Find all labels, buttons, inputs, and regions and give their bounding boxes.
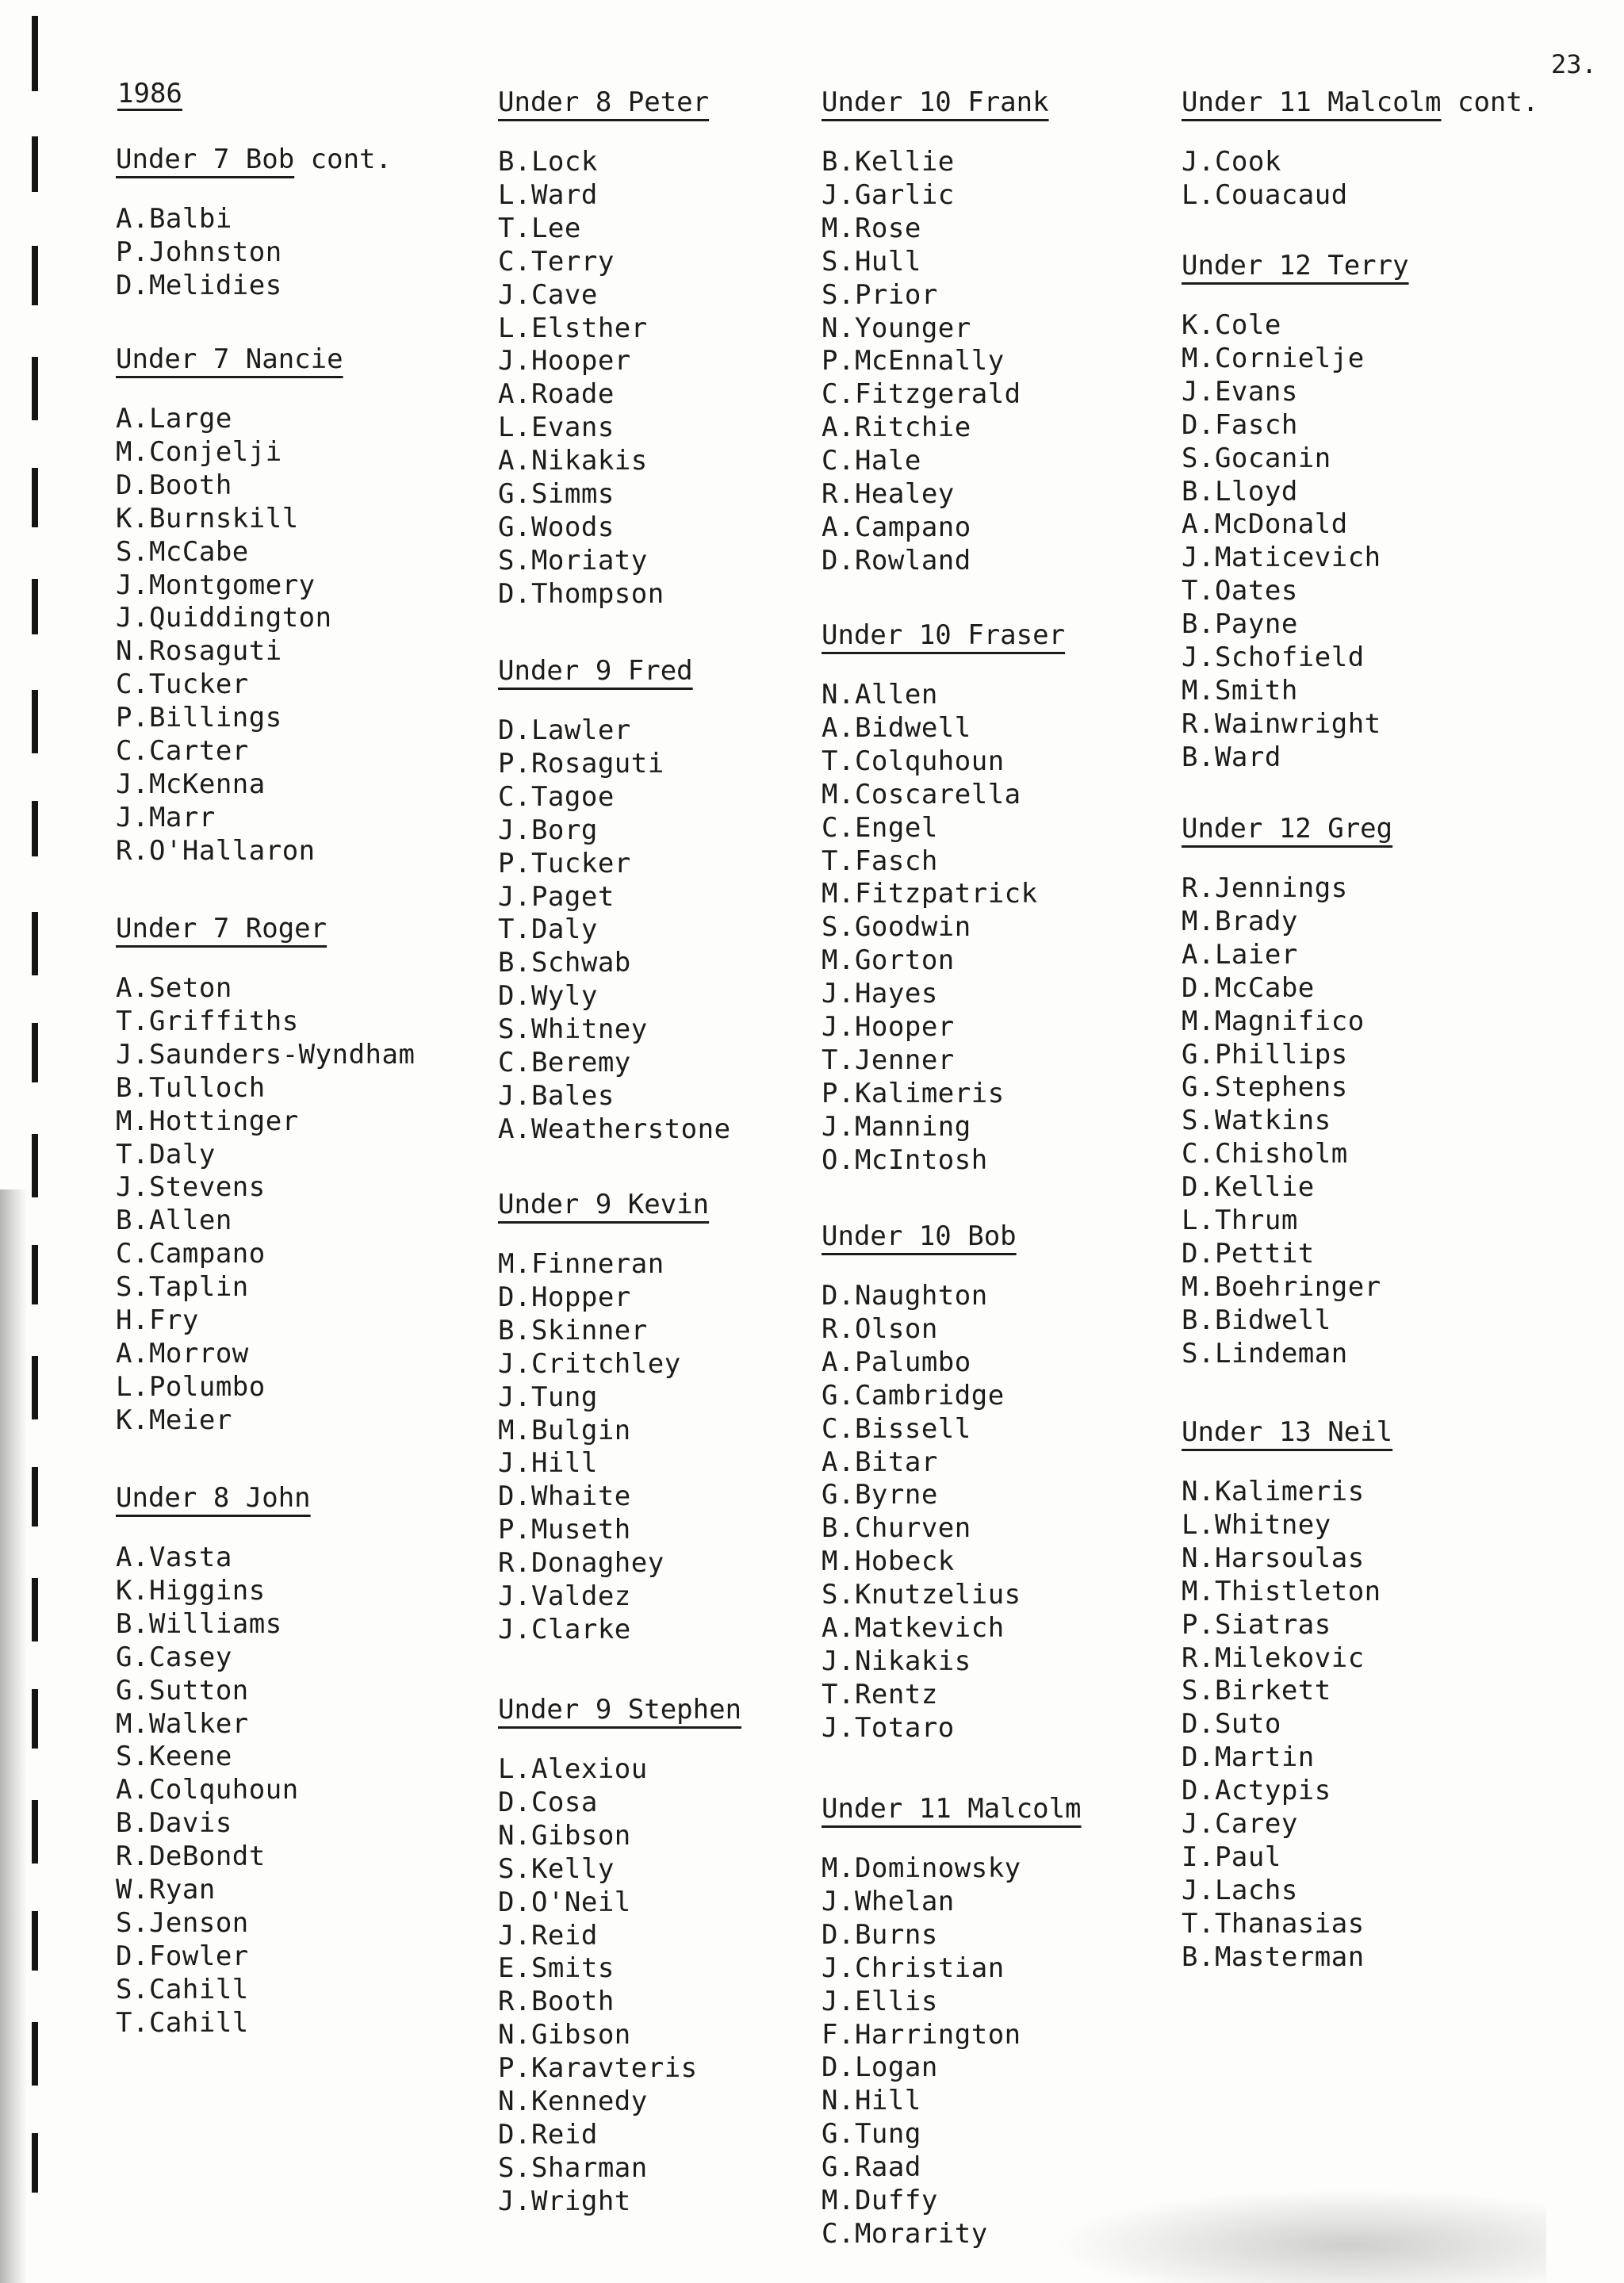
player-name: C.Chisholm — [1182, 1138, 1348, 1170]
player-name: M.Gorton — [822, 944, 955, 977]
player-name: A.Weatherstone — [498, 1113, 731, 1145]
player-name: J.Bales — [498, 1079, 615, 1112]
team-section — [822, 86, 1049, 578]
player-name: D.Suto — [1182, 1708, 1281, 1741]
player-name: D.Kellie — [1182, 1171, 1315, 1204]
player-name: E.Smits — [498, 1952, 615, 1985]
player-name: J.Wright — [498, 2185, 631, 2217]
player-name: G.Casey — [116, 1641, 232, 1673]
player-name: J.Whelan — [822, 1885, 955, 1917]
player-name: N.Kennedy — [498, 2086, 648, 2118]
player-list — [498, 714, 731, 1147]
player-name: L.Elsther — [498, 312, 648, 344]
player-name: J.Schofield — [1182, 642, 1365, 674]
player-name: D.Naughton — [822, 1280, 988, 1312]
player-name: J.Christian — [822, 1952, 1005, 1984]
player-name: M.Smith — [1182, 674, 1298, 707]
player-name: A.Morrow — [116, 1337, 249, 1369]
team-section — [116, 912, 415, 1438]
player-list — [498, 146, 709, 611]
player-name: C.Beremy — [498, 1047, 631, 1079]
player-name: A.Colquhoun — [116, 1774, 299, 1806]
player-list — [822, 1852, 1082, 2251]
player-name: A.Nikakis — [498, 445, 648, 477]
team-section — [1182, 1415, 1392, 1975]
player-name: D.Fowler — [116, 1940, 249, 1972]
player-name: M.Duffy — [822, 2185, 938, 2217]
team-section — [116, 343, 343, 868]
player-name: R.Donaghey — [498, 1547, 665, 1580]
player-name: C.Tucker — [116, 668, 249, 701]
player-name: B.Williams — [116, 1607, 282, 1640]
team-title: Under 8 Peter — [498, 86, 710, 118]
player-list — [1182, 146, 1538, 213]
player-name: G.Tung — [822, 2118, 921, 2151]
player-name: G.Sutton — [116, 1674, 249, 1707]
team-title: Under 7 Bob — [116, 144, 295, 175]
player-name: B.Allen — [116, 1205, 232, 1237]
player-name: M.Fitzpatrick — [822, 878, 1038, 910]
player-name: G.Phillips — [1182, 1038, 1348, 1071]
player-name: D.Reid — [498, 2118, 598, 2151]
player-name: B.Lock — [498, 146, 598, 178]
player-name: S.Moriaty — [498, 544, 648, 576]
player-list — [1182, 1476, 1392, 1975]
player-list — [1182, 872, 1392, 1371]
player-name: P.Karavteris — [498, 2052, 698, 2085]
player-name: P.Johnston — [116, 236, 282, 268]
player-name: G.Cambridge — [822, 1379, 1005, 1412]
player-name: J.Borg — [498, 814, 598, 846]
player-name: G.Raad — [822, 2151, 921, 2184]
player-name: W.Ryan — [116, 1874, 216, 1906]
player-name: M.Cornielje — [1182, 342, 1365, 374]
player-name: M.Boehringer — [1182, 1270, 1381, 1303]
player-name: O.McIntosh — [822, 1143, 988, 1176]
player-name: J.Quiddington — [116, 602, 332, 634]
player-name: A.Palumbo — [822, 1346, 971, 1378]
player-name: P.Tucker — [498, 847, 631, 879]
team-heading — [1182, 812, 1392, 845]
player-name: B.Skinner — [498, 1314, 648, 1346]
team-section — [1182, 86, 1538, 213]
player-name: R.Jennings — [1182, 872, 1348, 904]
team-title: Under 11 Malcolm — [1182, 86, 1442, 118]
player-name: B.Masterman — [1182, 1940, 1365, 1973]
player-name: J.Montgomery — [116, 569, 316, 601]
player-name: M.Finneran — [498, 1248, 665, 1280]
player-name: M.Dominowsky — [822, 1852, 1021, 1884]
player-name: J.Ellis — [822, 1985, 938, 2017]
player-name: T.Lee — [498, 212, 581, 244]
player-name: G.Simms — [498, 478, 615, 511]
player-name: A.Roade — [498, 378, 615, 411]
player-name: D.Martin — [1182, 1741, 1315, 1774]
player-list — [116, 1542, 311, 2040]
player-name: D.Wyly — [498, 980, 598, 1013]
player-name: B.Bidwell — [1182, 1304, 1331, 1336]
player-name: D.Cosa — [498, 1786, 598, 1818]
player-name: B.Lloyd — [1182, 475, 1298, 508]
player-name: A.Campano — [822, 511, 971, 543]
player-name: J.Clarke — [498, 1613, 631, 1645]
player-name: D.Burns — [822, 1918, 938, 1951]
player-name: C.Fitzgerald — [822, 378, 1021, 411]
player-name: M.Magnifico — [1182, 1005, 1365, 1037]
player-name: S.McCabe — [116, 535, 249, 568]
player-name: T.Jenner — [822, 1044, 955, 1076]
player-name: D.McCabe — [1182, 971, 1315, 1004]
player-name: P.Kalimeris — [822, 1077, 1005, 1109]
team-heading — [1182, 1415, 1392, 1449]
player-name: P.Billings — [116, 702, 282, 734]
team-section — [116, 1481, 311, 2040]
player-name: N.Gibson — [498, 2019, 631, 2051]
player-name: T.Cahill — [116, 2006, 249, 2039]
player-name: D.Lawler — [498, 714, 631, 746]
player-name: R.Olson — [822, 1312, 938, 1345]
player-name: J.Maticevich — [1182, 542, 1381, 574]
player-name: A.Large — [116, 403, 232, 435]
player-name: N.Younger — [822, 312, 971, 344]
player-name: J.McKenna — [116, 768, 266, 800]
player-name: F.Harrington — [822, 2018, 1021, 2051]
team-heading — [1182, 249, 1409, 282]
player-name: R.Wainwright — [1182, 707, 1381, 740]
player-name: K.Higgins — [116, 1574, 266, 1607]
player-name: S.Knutzelius — [822, 1579, 1021, 1611]
team-title: Under 8 John — [116, 1482, 311, 1514]
team-section — [822, 1220, 1021, 1745]
player-name: D.Actypis — [1182, 1775, 1331, 1807]
player-name: B.Ward — [1182, 741, 1281, 773]
player-name: S.Birkett — [1182, 1675, 1331, 1707]
player-name: N.Harsoulas — [1182, 1542, 1365, 1574]
player-name: M.Brady — [1182, 905, 1298, 937]
player-name: P.Siatras — [1182, 1608, 1331, 1641]
player-name: D.Melidies — [116, 269, 282, 301]
player-name: C.Morarity — [822, 2217, 988, 2250]
player-list — [822, 146, 1049, 578]
binding-marks — [0, 0, 71, 2283]
player-name: T.Griffiths — [116, 1005, 299, 1037]
player-name: B.Payne — [1182, 608, 1298, 641]
player-name: J.Tung — [498, 1381, 598, 1413]
player-name: J.Paget — [498, 880, 615, 913]
player-name: S.Jenson — [116, 1906, 249, 1939]
player-name: L.Ward — [498, 178, 598, 211]
player-name: R.Healey — [822, 478, 955, 511]
player-name: C.Tagoe — [498, 780, 615, 813]
player-name: K.Burnskill — [116, 502, 299, 534]
player-name: D.Hopper — [498, 1281, 631, 1313]
team-section — [498, 654, 731, 1147]
player-name: J.Evans — [1182, 375, 1298, 408]
player-name: D.Pettit — [1182, 1237, 1315, 1270]
team-title-suffix: cont. — [294, 144, 392, 175]
player-name: C.Engel — [822, 811, 938, 844]
player-name: N.Gibson — [498, 1819, 631, 1852]
player-name: N.Kalimeris — [1182, 1476, 1365, 1507]
team-heading — [1182, 86, 1538, 119]
team-section — [498, 1188, 709, 1647]
player-name: R.Booth — [498, 1986, 615, 2018]
team-title: Under 10 Fraser — [822, 619, 1066, 651]
player-name: B.Churven — [822, 1512, 971, 1545]
player-name: C.Terry — [498, 245, 615, 278]
player-name: N.Hill — [822, 2085, 921, 2117]
player-name: D.Logan — [822, 2051, 938, 2084]
player-name: L.Whitney — [1182, 1508, 1331, 1541]
player-name: K.Cole — [1182, 309, 1281, 341]
player-name: M.Rose — [822, 212, 921, 244]
player-name: M.Hottinger — [116, 1105, 299, 1137]
player-name: P.Museth — [498, 1514, 631, 1546]
team-title: Under 7 Nancie — [116, 343, 343, 375]
player-name: M.Thistleton — [1182, 1575, 1381, 1607]
player-name: B.Kellie — [822, 146, 955, 178]
player-name: A.Ritchie — [822, 412, 971, 444]
player-name: T.Daly — [116, 1138, 216, 1170]
player-name: S.Prior — [822, 278, 938, 311]
player-name: P.Rosaguti — [498, 747, 665, 780]
team-heading — [822, 1792, 1082, 1825]
team-section — [1182, 249, 1409, 775]
team-section — [1182, 812, 1392, 1371]
player-name: L.Polumbo — [116, 1370, 266, 1403]
team-heading — [116, 143, 392, 176]
player-name: D.Rowland — [822, 544, 971, 576]
player-name: A.Laier — [1182, 938, 1298, 971]
player-name: A.Seton — [116, 972, 232, 1004]
player-name: G.Woods — [498, 511, 615, 543]
team-title: Under 9 Kevin — [498, 1189, 710, 1220]
player-name: J.Manning — [822, 1110, 971, 1143]
player-name: S.Keene — [116, 1741, 232, 1773]
team-heading — [498, 1693, 741, 1726]
player-name: J.Hooper — [822, 1011, 955, 1044]
player-name: B.Schwab — [498, 947, 631, 979]
player-name: L.Evans — [498, 412, 615, 444]
team-title: Under 12 Greg — [1182, 813, 1393, 845]
team-heading — [822, 86, 1049, 119]
player-name: S.Sharman — [498, 2151, 648, 2184]
player-name: G.Stephens — [1182, 1071, 1348, 1104]
player-name: M.Conjelji — [116, 435, 282, 468]
team-title: Under 11 Malcolm — [822, 1793, 1082, 1825]
player-name: J.Totaro — [822, 1711, 955, 1744]
team-section — [498, 86, 709, 611]
player-name: J.Nikakis — [822, 1645, 971, 1677]
player-name: J.Marr — [116, 801, 216, 833]
player-name: D.Whaite — [498, 1481, 631, 1513]
player-name: S.Goodwin — [822, 911, 971, 944]
player-name: C.Hale — [822, 445, 921, 477]
player-name: L.Couacaud — [1182, 178, 1348, 211]
player-name: C.Carter — [116, 735, 249, 768]
player-list — [1182, 309, 1409, 775]
player-name: J.Hooper — [498, 345, 631, 377]
player-name: J.Hayes — [822, 978, 938, 1010]
team-title: Under 9 Stephen — [498, 1694, 742, 1726]
team-heading — [822, 619, 1065, 652]
player-name: A.Bitar — [822, 1446, 938, 1478]
team-heading — [116, 1481, 311, 1515]
page-number: 23. — [1551, 49, 1597, 79]
player-name: S.Hull — [822, 245, 921, 278]
player-name: A.Bidwell — [822, 711, 971, 744]
team-title-suffix: cont. — [1441, 86, 1539, 118]
player-name: P.McEnnally — [822, 345, 1005, 377]
player-name: S.Gocanin — [1182, 442, 1331, 474]
player-name: A.Balbi — [116, 203, 232, 235]
team-section — [116, 143, 392, 303]
team-section — [822, 619, 1065, 1178]
player-name: R.DeBondt — [116, 1841, 266, 1873]
team-heading — [116, 343, 343, 376]
player-name: J.Carey — [1182, 1808, 1298, 1841]
player-name: N.Allen — [822, 679, 938, 711]
player-name: L.Alexiou — [498, 1753, 648, 1785]
player-name: I.Paul — [1182, 1841, 1281, 1873]
player-name: A.McDonald — [1182, 508, 1348, 541]
player-list — [498, 1248, 709, 1647]
player-name: R.Milekovic — [1182, 1641, 1365, 1674]
player-name: C.Bissell — [822, 1412, 971, 1445]
player-name: J.Critchley — [498, 1347, 681, 1380]
player-name: T.Colquhoun — [822, 745, 1005, 777]
player-name: S.Cahill — [116, 1973, 249, 2005]
player-name: S.Taplin — [116, 1271, 249, 1304]
team-heading — [498, 1188, 709, 1221]
player-name: M.Walker — [116, 1707, 249, 1740]
player-name: J.Cave — [498, 278, 598, 311]
team-title: Under 7 Roger — [116, 913, 327, 944]
team-title: Under 13 Neil — [1182, 1416, 1393, 1448]
player-list — [822, 679, 1065, 1178]
player-name: S.Lindeman — [1182, 1337, 1348, 1369]
player-name: M.Bulgin — [498, 1414, 631, 1446]
player-list — [116, 403, 343, 868]
player-name: J.Stevens — [116, 1171, 266, 1204]
team-heading — [498, 654, 731, 688]
player-name: D.Thompson — [498, 577, 665, 610]
player-name: D.Booth — [116, 469, 232, 501]
player-name: A.Vasta — [116, 1542, 232, 1573]
player-name: M.Hobeck — [822, 1546, 955, 1578]
player-name: J.Garlic — [822, 178, 955, 211]
document-year: 1986 — [117, 78, 182, 109]
player-name: J.Lachs — [1182, 1874, 1298, 1906]
player-name: J.Reid — [498, 1919, 598, 1952]
team-title: Under 10 Frank — [822, 86, 1049, 118]
player-name: T.Thanasias — [1182, 1907, 1365, 1940]
player-name: M.Coscarella — [822, 778, 1021, 810]
player-name: L.Thrum — [1182, 1205, 1298, 1237]
player-name: J.Cook — [1182, 146, 1281, 178]
player-name: B.Davis — [116, 1807, 232, 1840]
player-name: S.Watkins — [1182, 1105, 1331, 1137]
player-name: S.Kelly — [498, 1852, 615, 1885]
team-title: Under 12 Terry — [1182, 250, 1409, 282]
player-name: T.Oates — [1182, 575, 1298, 607]
scan-smudge — [1055, 2189, 1546, 2283]
player-name: J.Valdez — [498, 1580, 631, 1613]
player-name: B.Tulloch — [116, 1071, 266, 1104]
team-title: Under 10 Bob — [822, 1220, 1017, 1252]
player-name: J.Hill — [498, 1447, 598, 1480]
player-name: T.Rentz — [822, 1678, 938, 1710]
player-list — [498, 1753, 741, 2219]
player-name: S.Whitney — [498, 1013, 648, 1046]
team-heading — [116, 912, 415, 945]
player-name: K.Meier — [116, 1404, 232, 1436]
player-name: R.O'Hallaron — [116, 834, 316, 867]
player-name: H.Fry — [116, 1304, 199, 1337]
team-heading — [498, 86, 709, 119]
player-name: D.Fasch — [1182, 408, 1298, 441]
team-section — [822, 1792, 1082, 2251]
player-name: D.O'Neil — [498, 1886, 631, 1918]
player-name: A.Matkevich — [822, 1612, 1005, 1645]
player-list — [822, 1280, 1021, 1745]
team-section — [498, 1693, 741, 2219]
player-name: T.Daly — [498, 914, 598, 946]
team-title: Under 9 Fred — [498, 655, 693, 687]
player-name: N.Rosaguti — [116, 635, 282, 668]
team-heading — [822, 1220, 1021, 1253]
player-name: T.Fasch — [822, 845, 938, 877]
player-list — [116, 972, 415, 1438]
player-name: C.Campano — [116, 1238, 266, 1270]
player-list — [116, 203, 392, 303]
player-name: J.Saunders-Wyndham — [116, 1038, 416, 1071]
player-name: G.Byrne — [822, 1479, 938, 1511]
